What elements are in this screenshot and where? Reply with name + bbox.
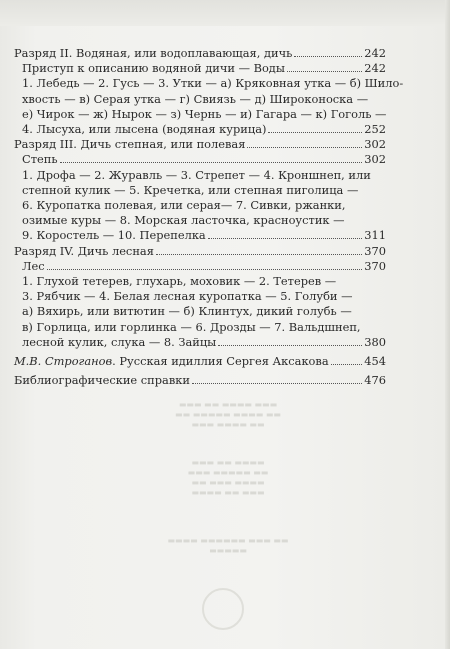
leader-dots	[287, 71, 362, 72]
toc-entry-page: 380	[364, 334, 386, 349]
toc-entry-water-intro[interactable]	[14, 61, 386, 76]
toc-entry-line: озимые куры — 8. Морская ласточка, красноустик —	[22, 213, 345, 228]
toc-entry-steppe[interactable]	[14, 152, 386, 167]
leader-dots	[294, 56, 362, 57]
show-through-text: ▬▬▬ ▬▬ ▬▬▬▬ ▬▬▬ ▬▬▬▬▬ ▬▬ ▬▬ ▬▬▬ ▬▬▬▬ ▬▬▬▬ ▬▬ ▬▬▬	[187, 458, 269, 497]
show-through-text: ▬▬▬ ▬▬ ▬▬▬▬ ▬▬▬ ▬▬ ▬▬▬▬▬ ▬▬▬▬ ▬▬ ▬▬▬ ▬▬▬▬ ▬▬	[175, 400, 281, 429]
toc-entry-page: 242	[364, 61, 386, 76]
toc-entry-section-3[interactable]	[14, 137, 386, 152]
toc-entry-page: 302	[364, 152, 386, 167]
toc-entry-line: лесной кулик, слука — 8. Зайцы	[22, 334, 217, 349]
leader-dots	[60, 162, 363, 163]
leader-dots	[192, 383, 362, 384]
show-through-stamp	[202, 588, 244, 630]
toc-entry-line: 4. Лысуха, или лысена (водяная курица)	[22, 122, 267, 137]
toc-entry-forest-birds[interactable]	[14, 274, 386, 350]
page-top-shadow	[0, 0, 450, 26]
leader-dots	[218, 345, 362, 346]
leader-dots	[156, 254, 362, 255]
leader-dots	[47, 269, 363, 270]
leader-dots	[208, 238, 363, 239]
toc-entry-section-4[interactable]	[14, 244, 386, 259]
toc-entry-forest[interactable]	[14, 259, 386, 274]
toc-entry-title: Разряд II. Водяная, или водоплавающая, дичь	[14, 46, 293, 60]
toc-entry-steppe-birds[interactable]	[14, 168, 386, 244]
toc-entry-last-line	[22, 335, 386, 350]
toc-entry-line: 1. Глухой тетерев, глухарь, моховик — 2. Тетерев —	[22, 274, 337, 289]
toc-entry-section-2[interactable]	[14, 46, 386, 61]
toc-entry-author: М.В. Строганов	[14, 354, 113, 369]
toc-entry-title: Библиографические справки	[14, 373, 190, 388]
leader-dots	[331, 364, 363, 365]
toc-entry-line: 9. Коростель — 10. Перепелка	[22, 228, 206, 243]
toc-entry-title: Разряд III. Дичь степная, или полевая	[14, 137, 246, 152]
leader-dots	[268, 132, 362, 133]
toc-entry-page: 370	[364, 243, 386, 258]
toc-entry-essay[interactable]	[14, 354, 386, 369]
toc-entry-title: Лес	[22, 258, 45, 273]
toc-entry-page: 242	[364, 46, 386, 60]
toc-entry-last-line	[22, 228, 386, 243]
toc-entry-title	[14, 354, 329, 369]
toc-entry-page: 454	[364, 354, 386, 369]
toc-entry-title: Степь	[22, 152, 58, 167]
toc-entry-line: е) Чирок — ж) Нырок — з) Чернь — и) Гагара — к) Гоголь —	[22, 106, 387, 121]
toc-entry-title: Приступ к описанию водяной дичи — Воды	[22, 61, 285, 76]
toc-entry-page: 302	[364, 137, 386, 152]
toc-entry-bibliography[interactable]	[14, 373, 386, 388]
toc-entry-line: 1. Дрофа — 2. Журавль — 3. Стрепет — 4. Кроншнеп, или	[22, 167, 371, 182]
toc-entry-page: 476	[364, 373, 386, 388]
toc-entry-line: 1. Лебедь — 2. Гусь — 3. Утки — а) Кряковная утка — б) Шило-	[22, 76, 404, 91]
toc-entry-line: хвость — в) Серая утка — г) Свиязь — д) Широконоска —	[22, 91, 369, 106]
page-edge	[445, 0, 450, 649]
toc-entry-line: 6. Куропатка полевая, или серая— 7. Сивки, ржанки,	[22, 198, 346, 213]
toc-entry-page: 370	[364, 258, 386, 273]
toc-entry-page: 311	[364, 228, 386, 243]
toc-entry-last-line	[22, 122, 386, 137]
toc-entry-water-birds[interactable]	[14, 76, 404, 137]
leader-dots	[247, 147, 362, 148]
table-of-contents	[14, 46, 404, 388]
toc-entry-page: 252	[364, 122, 386, 137]
toc-entry-line: степной кулик — 5. Кречетка, или степная пиголица —	[22, 182, 359, 197]
toc-entry-line: 3. Рябчик — 4. Белая лесная куропатка — 5. Голуби —	[22, 289, 353, 304]
toc-entry-essay-title: . Русская идиллия Сергея Аксакова	[112, 354, 329, 369]
show-through-text: ▬▬▬▬ ▬▬▬▬▬▬ ▬▬▬ ▬▬ ▬▬▬▬▬	[167, 536, 289, 555]
toc-entry-title: Разряд IV. Дичь лесная	[14, 243, 154, 258]
toc-entry-line: в) Горлица, или горлинка — 6. Дрозды — 7. Вальдшнеп,	[22, 319, 361, 334]
toc-entry-line: а) Вяхирь, или витютин — б) Клинтух, дикий голубь —	[22, 304, 352, 319]
